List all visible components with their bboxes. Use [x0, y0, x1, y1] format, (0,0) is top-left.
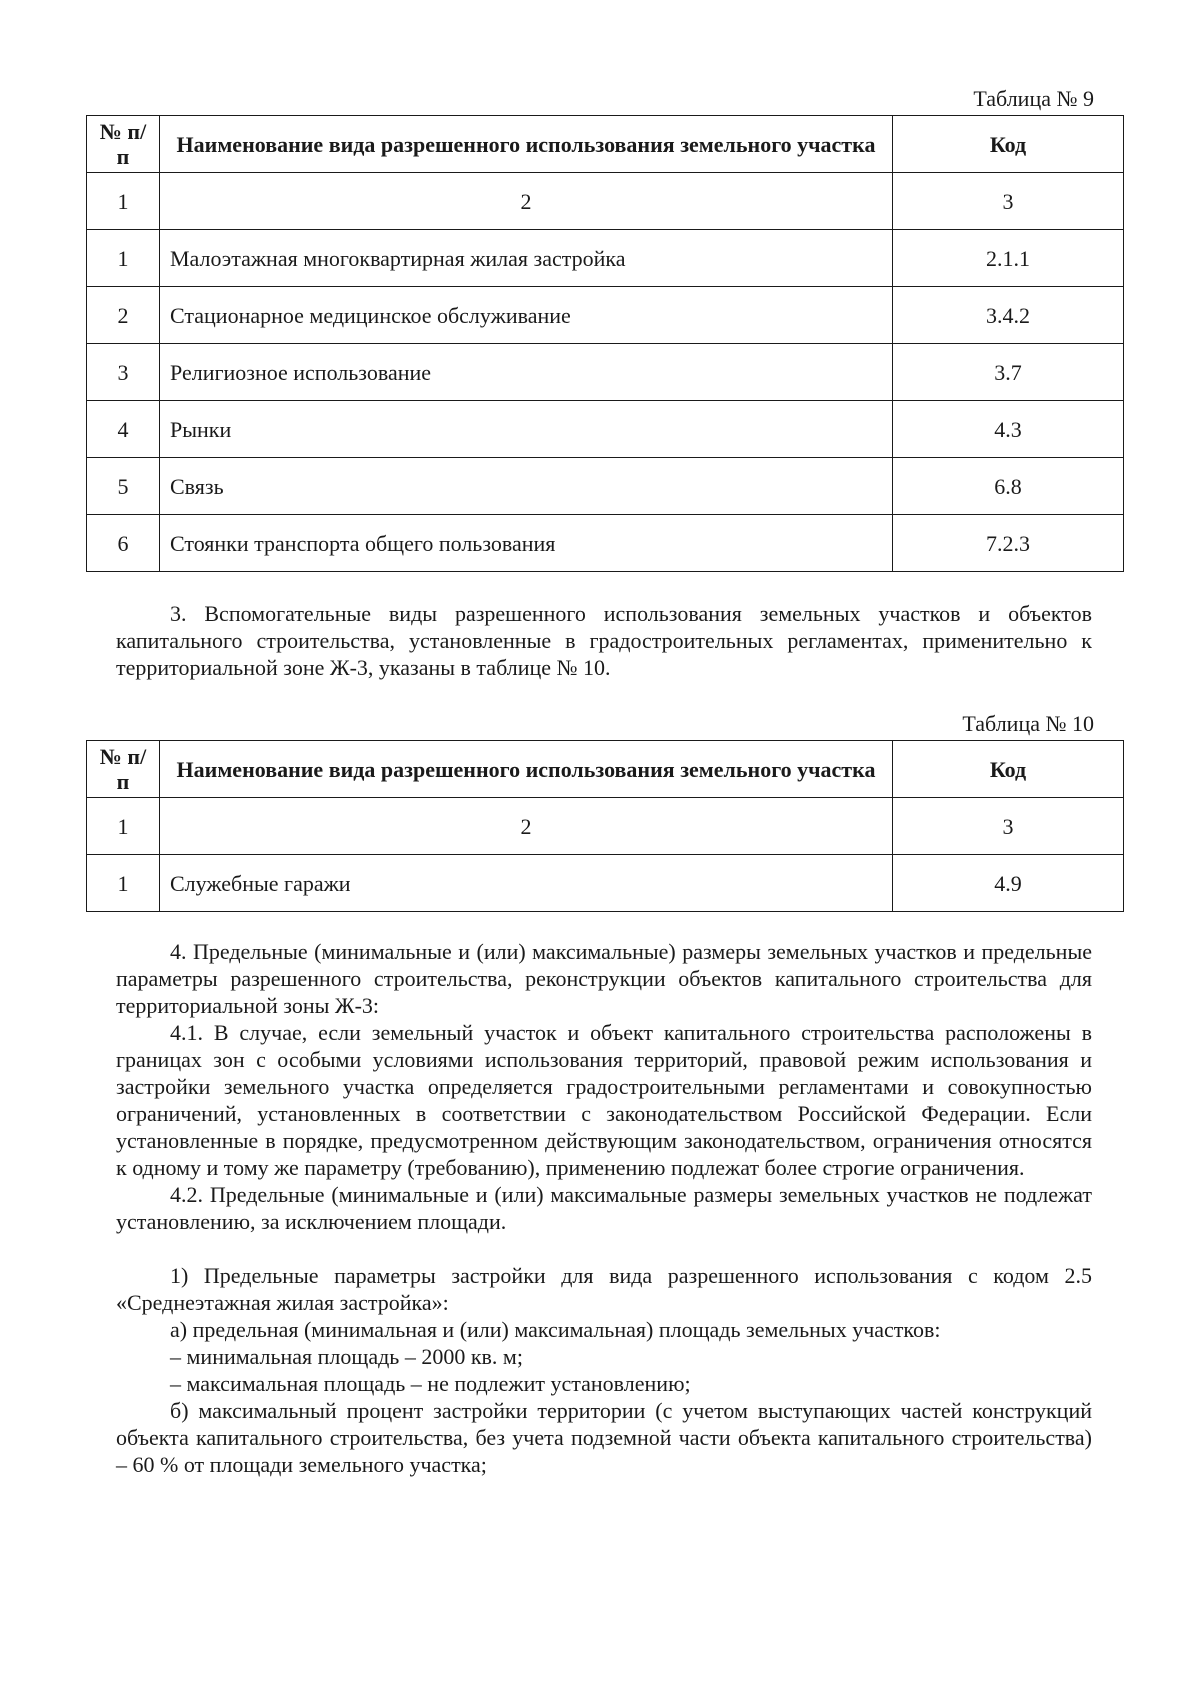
header-num: № п/п — [87, 116, 160, 173]
row-code: 2.1.1 — [893, 230, 1124, 287]
paragraph: б) максимальный процент застройки территории (с учетом выступающих частей конструкций объекта капитального строительства, без учета подземной части объекта капитального строительства) – 60 % от площади земельного участка; — [116, 1398, 1092, 1477]
table-row — [87, 401, 1124, 458]
index-num: 1 — [87, 798, 160, 855]
table-index-row — [87, 798, 1124, 855]
paragraph: 3. Вспомогательные виды разрешенного использования земельных участков и объектов капитального строительства, установленные в градостроительных регламентах, применительно к территориальной зоне Ж-3, указаны в таблице № 10. — [116, 601, 1092, 680]
row-name: Стоянки транспорта общего пользования — [160, 515, 893, 572]
table-header-row — [87, 741, 1124, 798]
table-10-caption: Таблица № 10 — [962, 711, 1094, 736]
row-name: Малоэтажная многоквартирная жилая застройка — [160, 230, 893, 287]
table-9-caption: Таблица № 9 — [973, 86, 1094, 111]
header-num: № п/п — [87, 741, 160, 798]
row-code: 7.2.3 — [893, 515, 1124, 572]
row-name: Служебные гаражи — [160, 855, 893, 912]
table-row — [87, 855, 1124, 912]
paragraph: – минимальная площадь – 2000 кв. м; — [170, 1344, 523, 1369]
paragraph: – максимальная площадь – не подлежит установлению; — [170, 1371, 691, 1396]
paragraph: а) предельная (минимальная и (или) максимальная) площадь земельных участков: — [170, 1317, 941, 1342]
row-num: 1 — [87, 855, 160, 912]
index-code: 3 — [893, 798, 1124, 855]
row-name: Стационарное медицинское обслуживание — [160, 287, 893, 344]
row-name: Рынки — [160, 401, 893, 458]
row-code: 4.3 — [893, 401, 1124, 458]
table-row — [87, 458, 1124, 515]
row-num: 5 — [87, 458, 160, 515]
paragraph: 4.2. Предельные (минимальные и (или) максимальные размеры земельных участков не подлежат установлению, за исключением площади. — [116, 1182, 1092, 1234]
row-code: 4.9 — [893, 855, 1124, 912]
row-code: 3.7 — [893, 344, 1124, 401]
index-num: 1 — [87, 173, 160, 230]
paragraph: 4.1. В случае, если земельный участок и объект капитального строительства расположены в границах зон с особыми условиями использования территорий, правовой режим использования и застройки земельного участка определяется градостроительными регламентами и совокупностью ограничений, установленных в соответствии с законодательством Российской Федерации. Если установленные в порядке, предусмотренном действующим законодательством, ограничения относятся к одному и тому же параметру (требованию), применению подлежат более строгие ограничения. — [116, 1020, 1092, 1180]
table-row — [87, 230, 1124, 287]
header-name: Наименование вида разрешенного использования земельного участка — [160, 116, 893, 173]
header-code: Код — [893, 741, 1124, 798]
row-name: Связь — [160, 458, 893, 515]
index-name: 2 — [160, 798, 893, 855]
row-name: Религиозное использование — [160, 344, 893, 401]
table-10 — [86, 740, 1124, 912]
row-code: 6.8 — [893, 458, 1124, 515]
section-4-block — [116, 938, 1092, 1478]
table-9 — [86, 115, 1124, 572]
row-num: 4 — [87, 401, 160, 458]
paragraph-3-block — [116, 600, 1092, 681]
table-row — [87, 515, 1124, 572]
index-code: 3 — [893, 173, 1124, 230]
header-code: Код — [893, 116, 1124, 173]
paragraph: 4. Предельные (минимальные и (или) максимальные) размеры земельных участков и предельные параметры разрешенного строительства, реконструкции объектов капитального строительства для территориальной зоны Ж-3: — [116, 939, 1092, 1018]
paragraph: 1) Предельные параметры застройки для вида разрешенного использования с кодом 2.5 «Среднеэтажная жилая застройка»: — [116, 1263, 1092, 1315]
table-row — [87, 287, 1124, 344]
table-index-row — [87, 173, 1124, 230]
row-num: 6 — [87, 515, 160, 572]
row-num: 2 — [87, 287, 160, 344]
row-num: 3 — [87, 344, 160, 401]
row-num: 1 — [87, 230, 160, 287]
table-row — [87, 344, 1124, 401]
table-header-row — [87, 116, 1124, 173]
header-name: Наименование вида разрешенного использования земельного участка — [160, 741, 893, 798]
index-name: 2 — [160, 173, 893, 230]
row-code: 3.4.2 — [893, 287, 1124, 344]
